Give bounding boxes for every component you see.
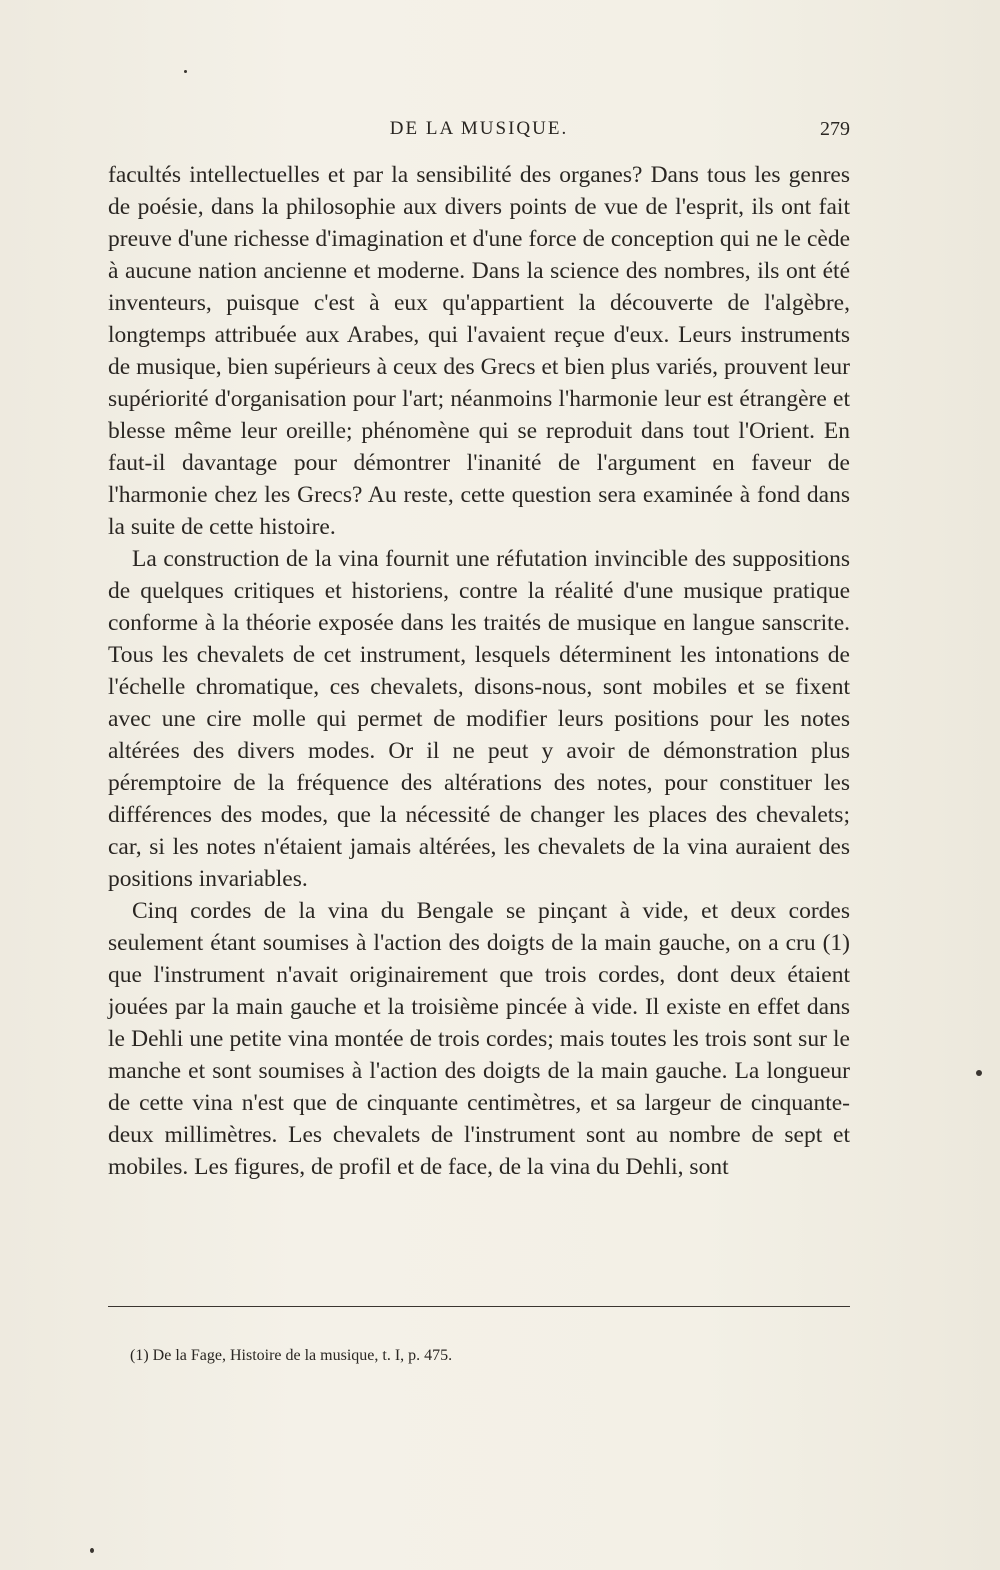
print-speck (184, 70, 187, 73)
paragraph-continuation: facultés intellectuelles et par la sensibilité des organes? Dans tous les genres de poésie, dans la philosophie aux divers points de vue de l'esprit, ils ont fait preuve d'une richesse d'imagination et d'une force de conception qui ne le cède à aucune nation ancienne et moderne. Dans la science des nombres, ils ont été inventeurs, puisque c'est à eux qu'appartient la découverte de l'algèbre, longtemps attribuée aux Arabes, qui l'avaient reçue d'eux. Leurs instruments de musique, bien supérieurs à ceux des Grecs et bien plus variés, prouvent leur supériorité d'organisation pour l'art; néanmoins l'harmonie leur est étrangère et blesse même leur oreille; phénomène qui se reproduit dans tout l'Orient. En faut-il davantage pour démontrer l'inanité de l'argument en faveur de l'harmonie chez les Grecs? Au reste, cette question sera examinée à fond dans la suite de cette histoire. (108, 162, 850, 540)
print-speck (90, 1548, 94, 1553)
body-text (108, 159, 850, 1183)
page-number: 279 (820, 118, 850, 140)
footnote-rule (108, 1306, 850, 1307)
running-title: DE LA MUSIQUE. (389, 118, 569, 139)
paragraph-vina-strings: Cinq cordes de la vina du Bengale se pinçant à vide, et deux cordes seulement étant soumises à l'action des doigts de la main gauche, on a cru (1) que l'instrument n'avait originairement que trois cordes, dont deux étaient jouées par la main gauche et la troisième pincée à vide. Il existe en effet dans le Dehli une petite vina montée de trois cordes; mais toutes les trois sont sur le manche et sont soumises à l'action des doigts de la main gauche. La longueur de cette vina n'est que de cinquante centimètres, et sa largeur de cinquante-deux millimètres. Les chevalets de l'instrument sont au nombre de sept et mobiles. Les figures, de profil et de face, de la vina du Dehli, sont (108, 898, 850, 1180)
paragraph-vina-construction: La construction de la vina fournit une réfutation invincible des suppositions de quelques critiques et historiens, contre la réalité d'une musique pratique conforme à la théorie exposée dans les traités de musique en langue sanscrite. Tous les chevalets de cet instrument, lesquels déterminent les intonations de l'échelle chromatique, ces chevalets, disons-nous, sont mobiles et se fixent avec une cire molle qui permet de modifier leurs positions pour les notes altérées des divers modes. Or il ne peut y avoir de démonstration plus péremptoire de la fréquence des altérations des notes, pour constituer les différences des modes, que la nécessité de changer les places des chevalets; car, si les notes n'étaient jamais altérées, les chevalets de la vina auraient des positions invariables. (108, 546, 850, 892)
print-speck (976, 1070, 982, 1076)
running-head (108, 118, 850, 144)
footnote: (1) De la Fage, Histoire de la musique, t. I, p. 475. (130, 1347, 453, 1364)
